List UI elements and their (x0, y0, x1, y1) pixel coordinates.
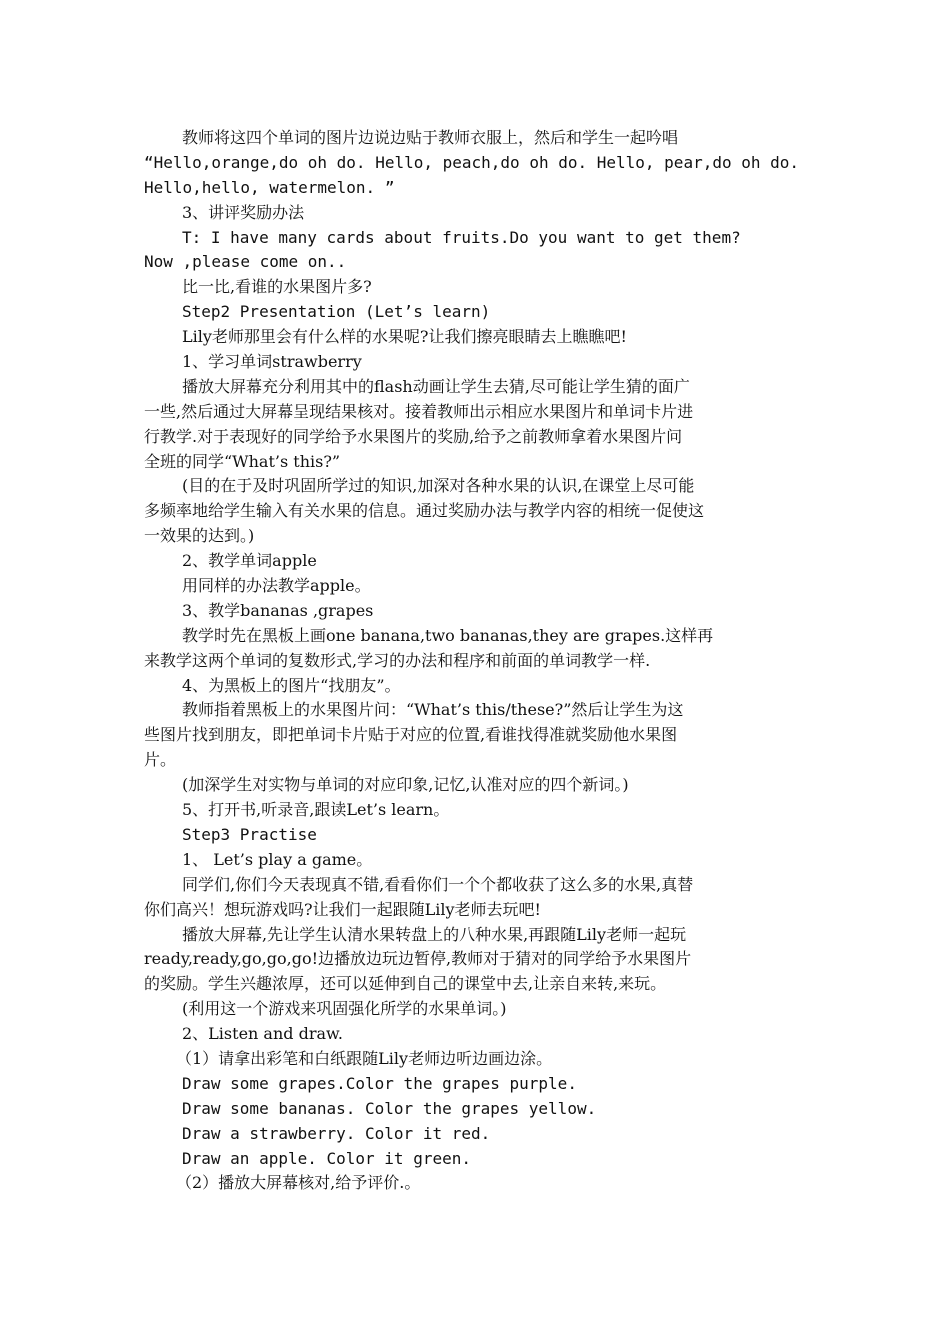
text-line: 2、Listen and draw. (182, 1024, 343, 1044)
text-line: 教学时先在黑板上画one banana,two bananas,they are grapes.这样再 (182, 625, 714, 645)
text-line: ready,ready,go,go,go!边播放边玩边暂停,教师对于猜对的同学给予水果图片 (144, 949, 692, 969)
text-line: 行教学.对于表现好的同学给予水果图片的奖励,给予之前教师拿着水果图片问 (144, 426, 683, 446)
text-line: (目的在于及时巩固所学过的知识,加深对各种水果的认识,在课堂上尽可能 (182, 476, 695, 496)
text-line: Draw an apple. Color it green. (182, 1148, 471, 1168)
text-line: 5、打开书,听录音,跟读Let’s learn。 (182, 800, 450, 820)
text-line: 些图片找到朋友，即把单词卡片贴于对应的位置,看谁找得准就奖励他水果图 (144, 725, 678, 745)
text-line: Step2 Presentation (Let’s learn) (182, 302, 491, 322)
text-line: (利用这一个游戏来巩固强化所学的水果单词。) (182, 999, 507, 1019)
text-line: 用同样的办法教学apple。 (182, 576, 371, 596)
document-body (144, 126, 808, 1196)
text-line: 播放大屏幕充分利用其中的flash动画让学生去猜,尽可能让学生猜的面广 (182, 376, 690, 396)
text-line: 一些,然后通过大屏幕呈现结果核对。接着教师出示相应水果图片和单词卡片进 (144, 401, 694, 421)
text-line: Hello,hello, watermelon. ” (144, 177, 395, 197)
text-line: 3、讲评奖励办法 (182, 202, 305, 222)
text-line: 来教学这两个单词的复数形式,学习的办法和程序和前面的单词教学一样. (144, 650, 651, 670)
text-line: 1、学习单词strawberry (182, 352, 362, 372)
text-line: 的奖励。学生兴趣浓厚，还可以延伸到自己的课堂中去,让亲自来转,来玩。 (144, 974, 667, 994)
text-line: Draw some grapes.Color the grapes purple. (182, 1073, 577, 1093)
text-line: Now ,please come on.. (144, 252, 347, 272)
text-line: 多频率地给学生输入有关水果的信息。通过奖励办法与教学内容的相统一促使这 (144, 501, 705, 521)
text-line: 比一比,看谁的水果图片多? (182, 277, 372, 297)
text-line: 2、教学单词apple (182, 551, 317, 571)
text-line: T: I have many cards about fruits.Do you want to get them? (182, 227, 741, 247)
text-line: 4、为黑板上的图片“找朋友”。 (182, 675, 401, 695)
text-line: 1、 Let’s play a game。 (182, 849, 373, 869)
text-line: 同学们,你们今天表现真不错,看看你们一个个都收获了这么多的水果,真替 (182, 874, 694, 894)
text-line: Lily老师那里会有什么样的水果呢?让我们擦亮眼睛去上瞧瞧吧! (182, 327, 627, 347)
text-line: 片。 (144, 750, 177, 770)
text-line: （1）请拿出彩笔和白纸跟随Lily老师边听边画边涂。 (176, 1048, 553, 1068)
text-line: 播放大屏幕,先让学生认清水果转盘上的八种水果,再跟随Lily老师一起玩 (182, 924, 687, 944)
text-line: “Hello,orange,do oh do. Hello, peach,do oh do. Hello, pear,do oh do. (144, 152, 800, 172)
text-line: （2）播放大屏幕核对,给予评价.。 (176, 1173, 421, 1193)
text-line: (加深学生对实物与单词的对应印象,记忆,认准对应的四个新词。) (182, 775, 629, 795)
text-line: 一效果的达到。) (144, 526, 255, 546)
text-line: 全班的同学“What’s this?” (144, 451, 341, 471)
text-line: Draw some bananas. Color the grapes yellow. (182, 1098, 597, 1118)
text-line: 教师指着黑板上的水果图片问：“What’s this/these?”然后让学生为这 (182, 700, 684, 720)
text-line: 3、教学bananas ,grapes (182, 600, 374, 620)
text-line: Step3 Practise (182, 824, 317, 844)
text-line: 教师将这四个单词的图片边说边贴于教师衣服上，然后和学生一起吟唱 (182, 128, 679, 147)
text-line: Draw a strawberry. Color it red. (182, 1123, 491, 1143)
text-line: 你们高兴！想玩游戏吗?让我们一起跟随Lily老师去玩吧! (144, 899, 541, 919)
